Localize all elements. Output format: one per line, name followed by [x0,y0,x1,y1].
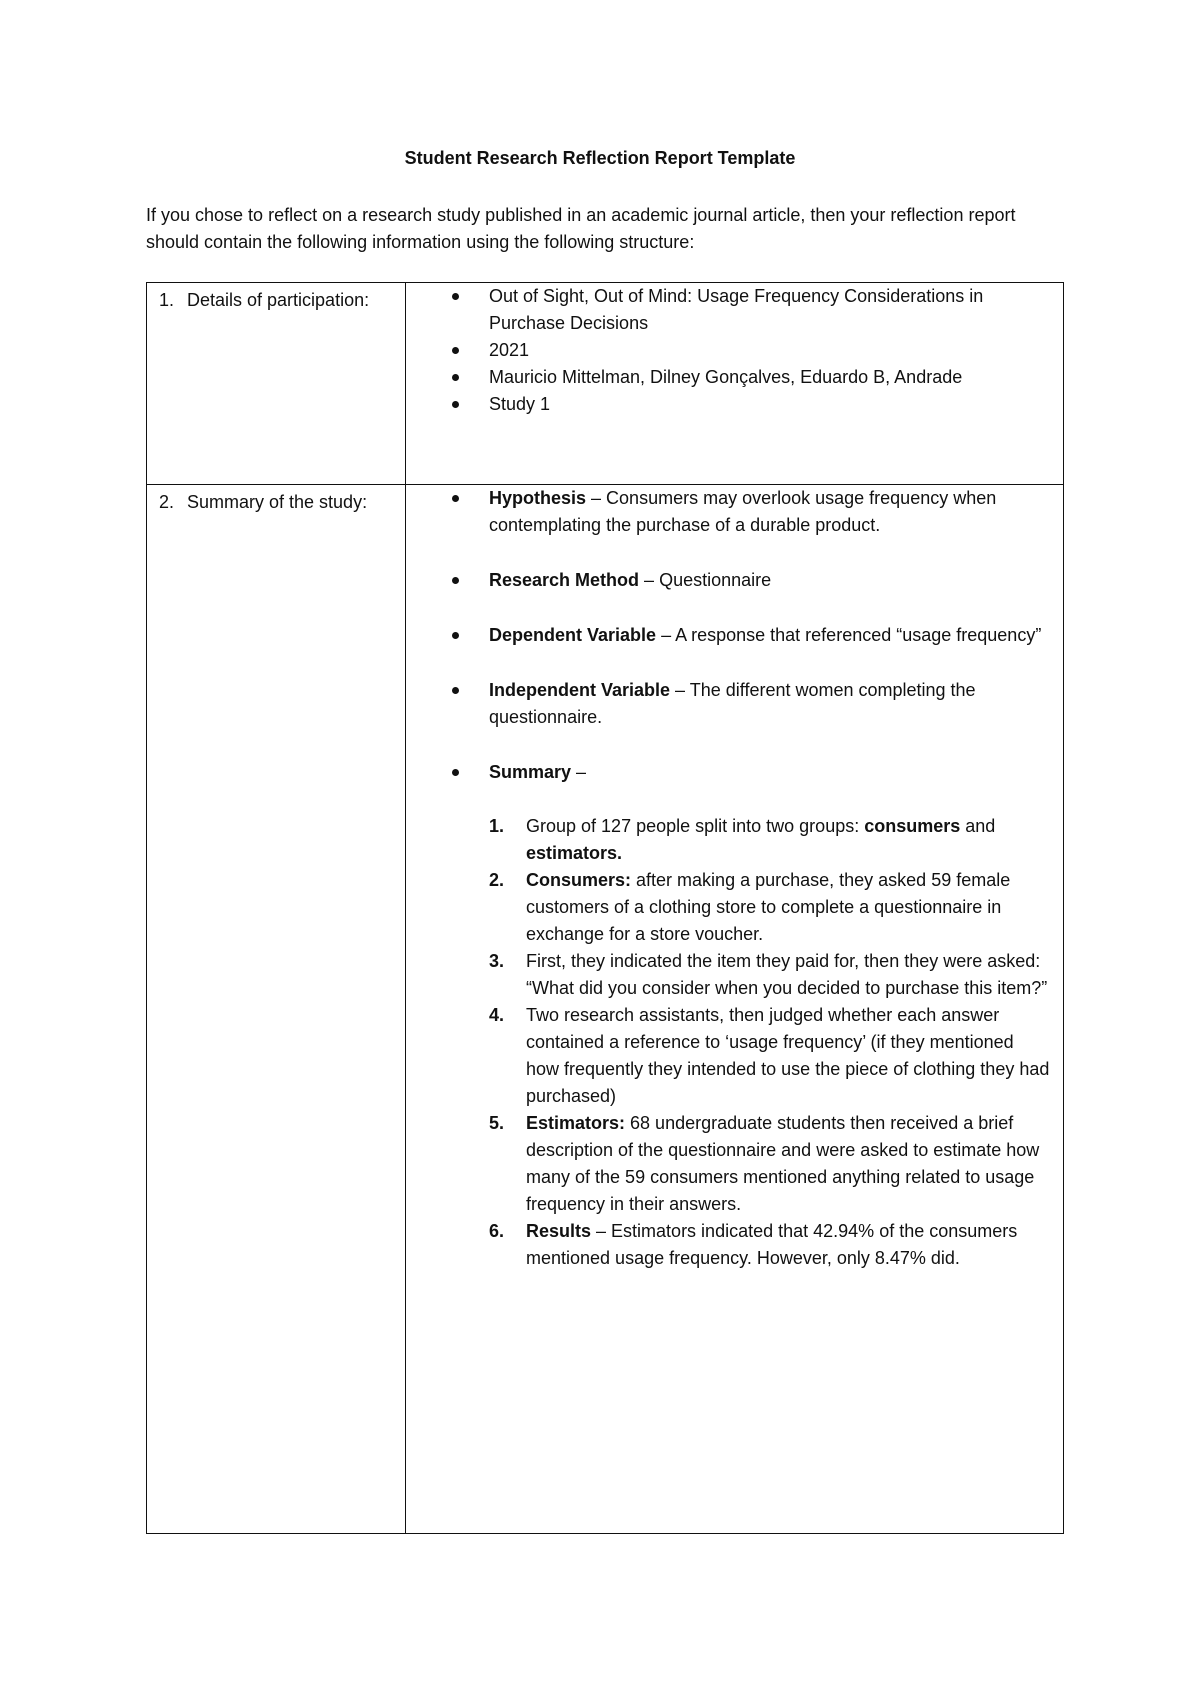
item-separator: – [586,488,607,508]
list-item [452,391,1051,418]
row-label-cell [147,283,406,485]
step-item [489,1110,1051,1218]
item-term: Hypothesis [489,488,587,508]
table-row-details [147,283,1064,485]
step-text: – Estimators indicated that 42.94% of the consumers mentioned usage frequency. However, only 8.47% did. [526,1221,1018,1268]
list-item [452,364,1051,391]
step-number: 6. [489,1221,505,1241]
bullet-icon [452,687,459,694]
bullet-icon [452,632,459,639]
intro-paragraph: If you chose to reflect on a research study published in an academic journal article, then your reflection report should contain the following information using the following structure: [146,205,1016,252]
summary-list [452,485,1051,1272]
step-number: 4. [489,1005,505,1025]
step-text: First, they indicated the item they paid for, then they were asked: “What did you consider when you decided to purchase this item?” [526,951,1048,998]
list-item-method [452,567,1051,594]
step-term: Results [526,1221,592,1241]
step-number: 5. [489,1113,505,1133]
step-term: Consumers: [526,870,632,890]
bullet-icon [452,495,459,502]
item-term: Dependent Variable [489,625,657,645]
step-item [489,1002,1051,1110]
item-text: Consumers may overlook usage frequency when contemplating the purchase of a durable product. [489,488,997,535]
step-item [489,948,1051,1002]
row-number: 1. [159,290,175,310]
details-list [452,283,1051,418]
item-term: Research Method [489,570,640,590]
article-title: Out of Sight, Out of Mind: Usage Frequency Considerations in Purchase Decisions [489,286,984,333]
row-content-cell [406,283,1064,485]
step-number: 3. [489,951,505,971]
step-item [489,867,1051,948]
step-number: 2. [489,870,505,890]
step-term: consumers [864,816,961,836]
item-term: Summary [489,762,572,782]
authors: Mauricio Mittelman, Dilney Gonçalves, Eduardo B, Andrade [489,367,963,387]
step-text: 68 undergraduate students then received a brief description of the questionnaire and were asked to estimate how many of the 59 consumers mentioned anything related to usage frequency in their answers. [526,1113,1040,1214]
item-text: A response that referenced “usage frequency” [675,625,1042,645]
bullet-icon [452,769,459,776]
item-separator: – [639,570,660,590]
step-item [489,813,1051,867]
step-text: and [960,816,996,836]
row-number: 2. [159,492,175,512]
row-label: Summary of the study: [187,492,368,512]
bullet-icon [452,374,459,381]
step-term: estimators. [526,843,623,863]
bullet-icon [452,401,459,408]
step-term: Estimators: [526,1113,626,1133]
study-number: Study 1 [489,394,551,414]
row-content-cell [406,485,1064,1534]
item-separator: – [670,680,690,700]
list-item-dependent-variable [452,622,1051,649]
row-label: Details of participation: [187,290,370,310]
list-item [452,283,1051,337]
item-text: The different women completing the questionnaire. [489,680,976,727]
table-row-summary [147,485,1064,1534]
step-number: 1. [489,816,505,836]
step-item [489,1218,1051,1272]
row-label-cell [147,485,406,1534]
item-text: Questionnaire [659,570,772,590]
bullet-icon [452,577,459,584]
bullet-icon [452,347,459,354]
step-text: Two research assistants, then judged whether each answer contained a reference to ‘usage frequency’ (if they mentioned how frequently they intended to use the piece of clothing they had purchased) [526,1005,1050,1106]
step-text: Group of 127 people split into two groups: [526,816,865,836]
list-item-summary [452,759,1051,1272]
item-separator: – [656,625,676,645]
list-item [452,337,1051,364]
list-item-hypothesis [452,485,1051,539]
publication-year: 2021 [489,340,530,360]
bullet-icon [452,293,459,300]
item-term: Independent Variable [489,680,671,700]
summary-steps [489,813,1051,1272]
reflection-table [146,282,1064,1534]
document-title: Student Research Reflection Report Template [404,148,796,168]
step-text: after making a purchase, they asked 59 female customers of a clothing store to complete a questionnaire in exchange for a store voucher. [526,870,1011,944]
item-separator: – [571,762,587,782]
list-item-independent-variable [452,677,1051,731]
